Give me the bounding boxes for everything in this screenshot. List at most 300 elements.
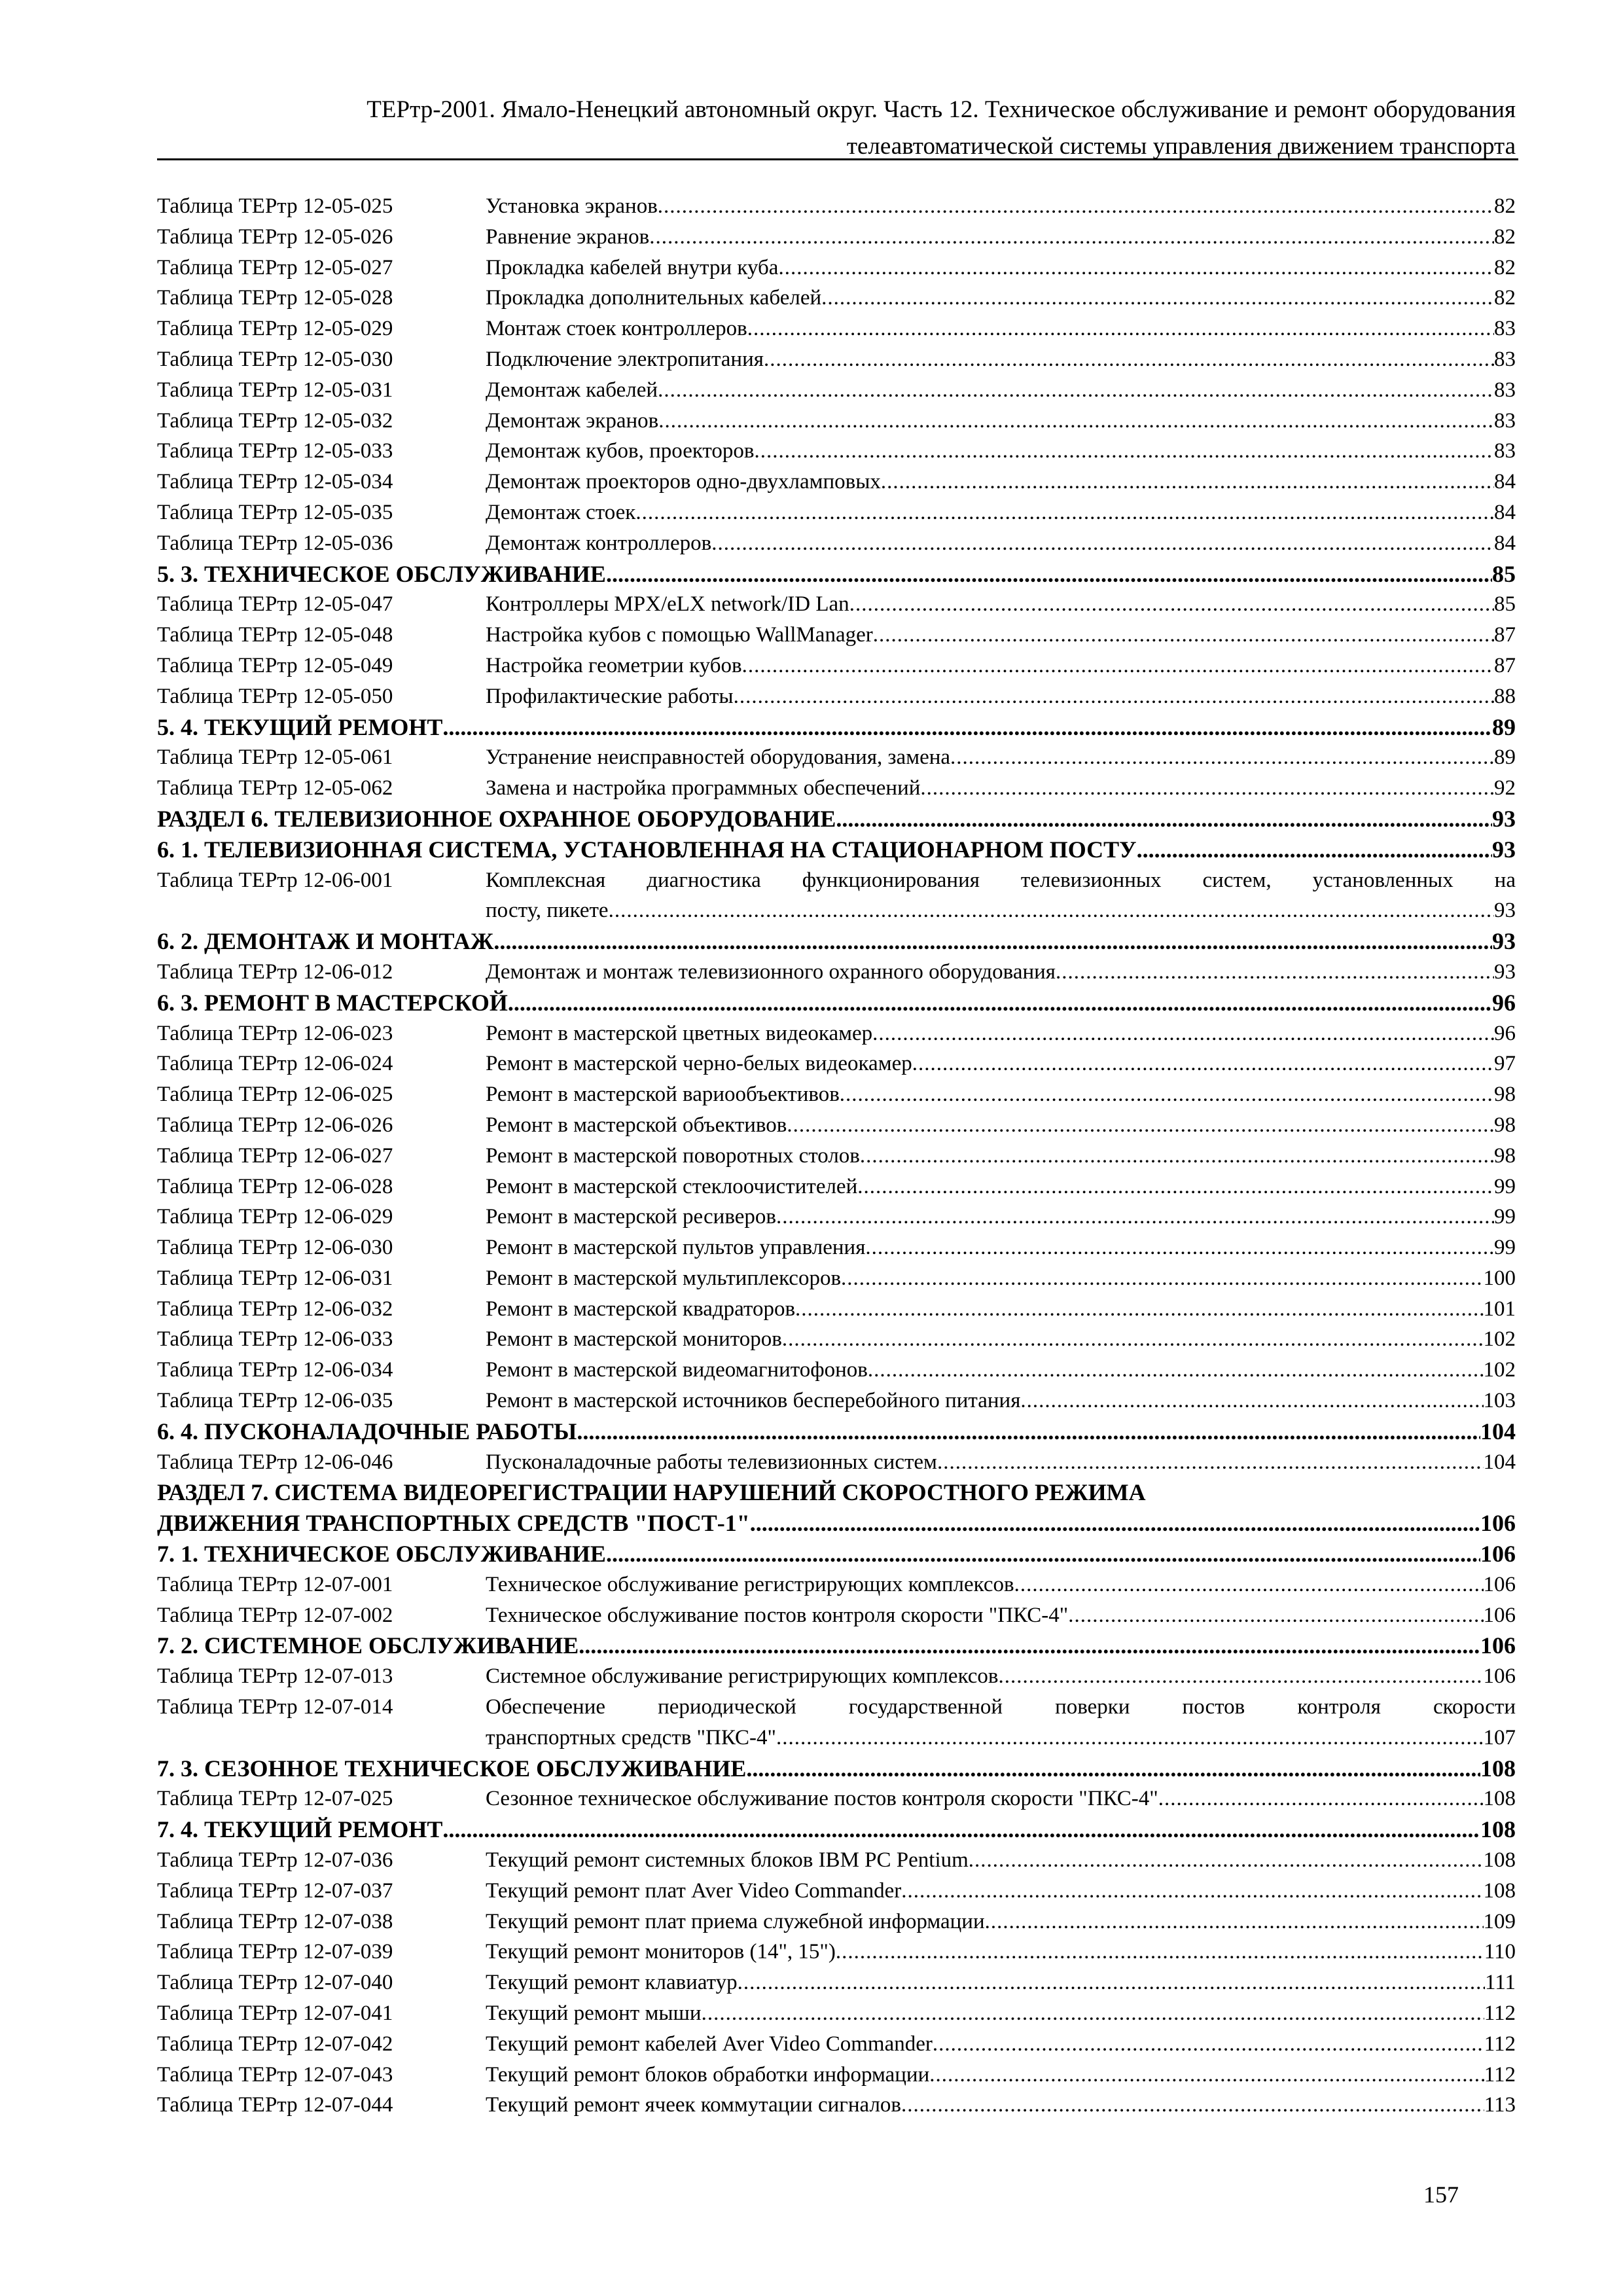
toc-entry-title: 6. 4. ПУСКОНАЛАДОЧНЫЕ РАБОТЫ xyxy=(157,1418,577,1444)
toc-entry[interactable] xyxy=(157,344,1516,375)
toc-entry-title: Текущий ремонт мыши xyxy=(486,2001,702,2026)
toc-section-heading[interactable] xyxy=(157,926,1516,957)
toc-page-number: 99 xyxy=(1494,1205,1516,1229)
toc-entry-title-cell xyxy=(486,865,1516,896)
dot-leader xyxy=(606,559,1492,590)
toc-entry-title: Техническое обслуживание постов контроля скорости "ПКС-4" xyxy=(486,1603,1069,1627)
dot-leader xyxy=(711,528,1494,559)
toc-entry-title: ДВИЖЕНИЯ ТРАНСПОРТНЫХ СРЕДСТВ "ПОСТ-1" xyxy=(157,1510,750,1537)
toc-page-number: 83 xyxy=(1494,408,1516,433)
toc-table-code: Таблица ТЕРтр 12-05-034 xyxy=(157,470,393,494)
dot-leader xyxy=(857,1172,1494,1202)
toc-table-code: Таблица ТЕРтр 12-07-014 xyxy=(157,1695,393,1719)
toc-entry-title-cell xyxy=(486,1723,1516,1753)
toc-page-number: 108 xyxy=(1483,1787,1516,1811)
toc-page-number: 89 xyxy=(1492,713,1516,740)
toc-entry[interactable] xyxy=(157,1141,1516,1172)
toc-entry-title: Ремонт в мастерской ресиверов xyxy=(486,1205,776,1229)
toc-entry[interactable] xyxy=(157,1294,1516,1325)
toc-entry[interactable] xyxy=(157,1172,1516,1202)
toc-entry-title-cell xyxy=(486,1324,1516,1355)
toc-page-number: 99 xyxy=(1494,1174,1516,1198)
toc-entry-title-cell xyxy=(486,1263,1516,1294)
toc-entry-title: Монтаж стоек контроллеров xyxy=(486,317,747,341)
running-header-line-1: ТЕРтр-2001. Ямало-Ненецкий автономный округ. Часть 12. Техническое обслуживание и ремонт оборудования xyxy=(366,96,1516,123)
toc-entry[interactable] xyxy=(157,1907,1516,1937)
toc-entry-title-cell xyxy=(486,1907,1516,1937)
dot-leader xyxy=(493,926,1492,957)
toc-entry-title-cell xyxy=(486,681,1516,712)
toc-entry-title: Контроллеры MPX/eLX network/ID Lan xyxy=(486,592,849,617)
dot-leader xyxy=(937,1447,1484,1478)
toc-page-number: 89 xyxy=(1494,745,1516,770)
toc-entry[interactable] xyxy=(157,1600,1516,1631)
toc-entry-continuation[interactable] xyxy=(157,895,1516,926)
toc-page-number: 85 xyxy=(1494,592,1516,617)
toc-entry-title-cell xyxy=(486,1600,1516,1631)
toc-page-number: 93 xyxy=(1492,805,1516,832)
dot-leader xyxy=(933,2029,1484,2060)
toc-entry-title: Ремонт в мастерской объективов xyxy=(486,1113,787,1137)
toc-entry[interactable] xyxy=(157,1263,1516,1294)
toc-table-code: Таблица ТЕРтр 12-07-044 xyxy=(157,2093,393,2117)
toc-entry-title-cell xyxy=(486,1172,1516,1202)
toc-table-code: Таблица ТЕРтр 12-07-040 xyxy=(157,1971,393,1995)
toc-page-number: 112 xyxy=(1484,2032,1516,2056)
toc-entry-title-cell xyxy=(486,222,1516,253)
toc-entry-title: 7. 2. СИСТЕМНОЕ ОБСЛУЖИВАНИЕ xyxy=(157,1632,579,1659)
dot-leader xyxy=(787,1110,1494,1141)
toc-section-heading[interactable] xyxy=(157,1814,1516,1845)
toc-entry-title-cell xyxy=(486,1294,1516,1325)
toc-page-number: 98 xyxy=(1494,1143,1516,1168)
toc-entry[interactable] xyxy=(157,467,1516,497)
toc-code-spacer xyxy=(157,895,486,926)
toc-entry[interactable] xyxy=(157,957,1516,988)
toc-entry-title-cell xyxy=(486,1141,1516,1172)
toc-entry-title: Ремонт в мастерской поворотных столов xyxy=(486,1143,860,1168)
toc-entry[interactable] xyxy=(157,1845,1516,1876)
toc-entry-title: Текущий ремонт ячеек коммутации сигналов xyxy=(486,2093,901,2117)
toc-section-heading[interactable] xyxy=(157,559,1516,590)
toc-table-code: Таблица ТЕРтр 12-06-032 xyxy=(157,1297,393,1321)
dot-leader xyxy=(734,681,1494,712)
toc-entry[interactable] xyxy=(157,1570,1516,1600)
toc-entry[interactable] xyxy=(157,2060,1516,2090)
toc-entry[interactable] xyxy=(157,497,1516,528)
toc-page-number: 83 xyxy=(1494,347,1516,371)
toc-entry-title-cell xyxy=(486,1355,1516,1386)
toc-entry-title: Прокладка кабелей внутри куба xyxy=(486,255,779,279)
toc-page-number: 106 xyxy=(1480,1632,1516,1659)
toc-table-code: Таблица ТЕРтр 12-06-034 xyxy=(157,1358,393,1382)
toc-table-code: Таблица ТЕРтр 12-05-029 xyxy=(157,317,393,341)
toc-entry-title: Равнение экранов xyxy=(486,224,650,249)
toc-page-number: 112 xyxy=(1484,2001,1516,2026)
toc-entry-title-cell xyxy=(486,467,1516,497)
toc-section-heading[interactable] xyxy=(157,1630,1516,1661)
toc-entry-title-cell xyxy=(486,651,1516,681)
toc-entry[interactable] xyxy=(157,2029,1516,2060)
toc-page-number: 88 xyxy=(1494,684,1516,708)
dot-leader xyxy=(836,804,1492,834)
toc-page-number: 106 xyxy=(1483,1603,1516,1627)
dot-leader xyxy=(969,1845,1484,1876)
toc-entry-title-cell xyxy=(486,1447,1516,1478)
toc-page-number: 108 xyxy=(1483,1878,1516,1903)
toc-table-code: Таблица ТЕРтр 12-06-033 xyxy=(157,1327,393,1352)
toc-entry-title-cell xyxy=(486,1570,1516,1600)
toc-entry[interactable] xyxy=(157,375,1516,406)
toc-page-number: 85 xyxy=(1492,560,1516,587)
toc-entry-title: транспортных средств "ПКС-4" xyxy=(486,1725,777,1749)
toc-entry-title: Демонтаж кубов, проекторов xyxy=(486,439,755,463)
toc-table-code: Таблица ТЕРтр 12-05-028 xyxy=(157,286,393,310)
toc-entry[interactable] xyxy=(157,1386,1516,1416)
toc-entry-title-cell xyxy=(486,497,1516,528)
toc-entry-title: Ремонт в мастерской вариообъективов xyxy=(486,1083,840,1107)
dot-leader xyxy=(860,1141,1494,1172)
dot-leader xyxy=(821,283,1494,314)
toc-entry[interactable] xyxy=(157,865,1516,896)
dot-leader xyxy=(985,1907,1484,1937)
toc-entry-title-cell xyxy=(486,2090,1516,2121)
toc-page-number: 82 xyxy=(1494,194,1516,218)
toc-section-heading-continuation[interactable] xyxy=(157,1508,1516,1539)
toc-entry-title: Демонтаж и монтаж телевизионного охранного оборудования xyxy=(486,960,1056,984)
toc-table-code: Таблица ТЕРтр 12-06-001 xyxy=(157,868,393,892)
toc-page-number: 112 xyxy=(1484,2062,1516,2087)
toc-entry-title: РАЗДЕЛ 6. ТЕЛЕВИЗИОННОЕ ОХРАННОЕ ОБОРУДОВАНИЕ xyxy=(157,805,836,832)
toc-table-code: Таблица ТЕРтр 12-06-028 xyxy=(157,1174,393,1198)
toc-table-code: Таблица ТЕРтр 12-07-038 xyxy=(157,1909,393,1933)
toc-page-number: 108 xyxy=(1483,1848,1516,1873)
toc-entry[interactable] xyxy=(157,191,1516,222)
toc-entry[interactable] xyxy=(157,620,1516,651)
toc-page-number: 87 xyxy=(1494,623,1516,647)
toc-entry-title-cell xyxy=(486,1386,1516,1416)
toc-page-number: 82 xyxy=(1494,286,1516,310)
dot-leader xyxy=(795,1294,1483,1325)
toc-entry-title-cell xyxy=(486,1998,1516,2029)
toc-table-code: Таблица ТЕРтр 12-05-032 xyxy=(157,408,393,433)
toc-page-number: 83 xyxy=(1494,317,1516,341)
toc-entry[interactable] xyxy=(157,1447,1516,1478)
toc-entry-title-cell xyxy=(157,1416,1516,1447)
toc-entry-title: Ремонт в мастерской черно-белых видеокамер xyxy=(486,1052,912,1076)
toc-table-code: Таблица ТЕРтр 12-07-036 xyxy=(157,1848,393,1873)
toc-entry[interactable] xyxy=(157,222,1516,253)
toc-page-number: 103 xyxy=(1483,1389,1516,1413)
toc-entry[interactable] xyxy=(157,1355,1516,1386)
toc-entry-continuation[interactable] xyxy=(157,1723,1516,1753)
toc-entry-title: Подключение электропитания xyxy=(486,347,764,371)
dot-leader xyxy=(912,1049,1494,1079)
toc-entry-title: Ремонт в мастерской мультиплексоров xyxy=(486,1266,842,1290)
toc-table-code: Таблица ТЕРтр 12-06-031 xyxy=(157,1266,393,1290)
toc-entry-title: Ремонт в мастерской цветных видеокамер xyxy=(486,1021,873,1045)
toc-entry[interactable] xyxy=(157,253,1516,283)
toc-entry-title-cell xyxy=(486,1110,1516,1141)
toc-page-number: 96 xyxy=(1494,1021,1516,1045)
toc-table-code: Таблица ТЕРтр 12-06-029 xyxy=(157,1205,393,1229)
toc-table-code: Таблица ТЕРтр 12-05-050 xyxy=(157,684,393,708)
toc-entry-title-cell xyxy=(486,1202,1516,1232)
table-of-contents xyxy=(157,191,1516,2121)
toc-table-code: Таблица ТЕРтр 12-05-026 xyxy=(157,224,393,249)
running-header xyxy=(157,92,1516,165)
toc-page-number: 82 xyxy=(1494,255,1516,279)
dot-leader xyxy=(702,1998,1484,2029)
dot-leader xyxy=(742,651,1494,681)
toc-entry-title-cell xyxy=(157,559,1516,590)
dot-leader xyxy=(1020,1386,1483,1416)
toc-entry-title-cell xyxy=(486,742,1516,773)
page-number: 157 xyxy=(1423,2181,1459,2208)
toc-table-code: Таблица ТЕРтр 12-05-035 xyxy=(157,500,393,524)
toc-entry-title: Сезонное техническое обслуживание постов контроля скорости "ПКС-4" xyxy=(486,1787,1158,1811)
toc-page-number: 109 xyxy=(1483,1909,1516,1933)
toc-entry-title-cell xyxy=(157,834,1516,865)
toc-table-code: Таблица ТЕРтр 12-05-031 xyxy=(157,378,393,402)
toc-entry-title: Профилактические работы xyxy=(486,684,734,708)
dot-leader xyxy=(442,712,1492,743)
toc-entry-title: Демонтаж кабелей xyxy=(486,378,658,402)
dot-leader xyxy=(836,1937,1484,1967)
toc-page-number: 93 xyxy=(1492,928,1516,955)
toc-entry-title-cell xyxy=(486,375,1516,406)
toc-entry[interactable] xyxy=(157,283,1516,314)
toc-table-code: Таблица ТЕРтр 12-06-023 xyxy=(157,1021,393,1045)
toc-entry[interactable] xyxy=(157,406,1516,437)
toc-page-number: 102 xyxy=(1483,1358,1516,1382)
toc-entry-title: Текущий ремонт плат приема служебной информации xyxy=(486,1909,985,1933)
toc-entry-title-cell xyxy=(486,620,1516,651)
toc-page-number: 106 xyxy=(1483,1572,1516,1596)
toc-entry-title-cell xyxy=(486,589,1516,620)
toc-entry-title-cell xyxy=(157,804,1516,834)
toc-entry-title: Текущий ремонт плат Aver Video Commander xyxy=(486,1878,902,1903)
dot-leader xyxy=(901,1876,1483,1907)
toc-entry-title: Текущий ремонт блоков обработки информации xyxy=(486,2062,930,2087)
toc-entry[interactable] xyxy=(157,1232,1516,1263)
toc-section-heading[interactable] xyxy=(157,1539,1516,1570)
toc-page-number: 87 xyxy=(1494,653,1516,677)
toc-table-code: Таблица ТЕРтр 12-05-048 xyxy=(157,623,393,647)
toc-entry-title-cell xyxy=(157,1753,1516,1784)
toc-entry-title-cell xyxy=(486,191,1516,222)
toc-entry[interactable] xyxy=(157,742,1516,773)
toc-entry-title-cell xyxy=(486,957,1516,988)
toc-entry[interactable] xyxy=(157,1967,1516,1998)
toc-entry[interactable] xyxy=(157,1202,1516,1232)
toc-entry-title: 5. 3. ТЕХНИЧЕСКОЕ ОБСЛУЖИВАНИЕ xyxy=(157,560,606,587)
toc-entry-title-cell xyxy=(157,712,1516,743)
dot-leader xyxy=(929,2060,1484,2090)
dot-leader xyxy=(747,314,1494,344)
toc-entry[interactable] xyxy=(157,1784,1516,1814)
toc-entry-title: Комплексная диагностика функционирования телевизионных систем, установленных на xyxy=(486,868,1516,892)
toc-entry-title: Прокладка дополнительных кабелей xyxy=(486,286,822,310)
toc-entry-title-cell xyxy=(486,436,1516,467)
toc-page-number: 83 xyxy=(1494,378,1516,402)
toc-table-code: Таблица ТЕРтр 12-07-013 xyxy=(157,1664,393,1689)
toc-entry-title-cell xyxy=(486,1967,1516,1998)
toc-table-code: Таблица ТЕРтр 12-05-047 xyxy=(157,592,393,617)
toc-entry[interactable] xyxy=(157,436,1516,467)
toc-entry-title: 5. 4. ТЕКУЩИЙ РЕМОНТ xyxy=(157,713,443,740)
toc-entry-title-cell xyxy=(486,1079,1516,1110)
toc-table-code: Таблица ТЕРтр 12-05-033 xyxy=(157,439,393,463)
dot-leader xyxy=(508,988,1492,1018)
toc-entry[interactable] xyxy=(157,1079,1516,1110)
toc-page-number: 93 xyxy=(1494,960,1516,984)
toc-entry[interactable] xyxy=(157,589,1516,620)
toc-table-code: Таблица ТЕРтр 12-05-049 xyxy=(157,653,393,677)
toc-entry[interactable] xyxy=(157,651,1516,681)
toc-section-heading[interactable] xyxy=(157,1753,1516,1784)
toc-page-number: 104 xyxy=(1483,1450,1516,1474)
toc-page-number: 111 xyxy=(1484,1971,1516,1995)
dot-leader xyxy=(746,1753,1480,1784)
toc-entry-title: Пусконаладочные работы телевизионных систем xyxy=(486,1450,937,1474)
toc-entry-title: Текущий ремонт кабелей Aver Video Commander xyxy=(486,2032,933,2056)
toc-entry-title-cell xyxy=(486,2060,1516,2090)
toc-entry-title: 7. 3. СЕЗОННОЕ ТЕХНИЧЕСКОЕ ОБСЛУЖИВАНИЕ xyxy=(157,1755,747,1782)
toc-entry[interactable] xyxy=(157,314,1516,344)
toc-table-code: Таблица ТЕРтр 12-05-030 xyxy=(157,347,393,371)
toc-entry-title-cell xyxy=(486,344,1516,375)
toc-entry[interactable] xyxy=(157,1876,1516,1907)
toc-entry-title: Текущий ремонт мониторов (14", 15") xyxy=(486,1940,836,1964)
toc-entry[interactable] xyxy=(157,1324,1516,1355)
toc-section-heading[interactable] xyxy=(157,804,1516,834)
toc-entry-title: Текущий ремонт клавиатур xyxy=(486,1971,738,1995)
dot-leader xyxy=(1068,1600,1483,1631)
toc-entry-title: Настройка геометрии кубов xyxy=(486,653,742,677)
toc-entry-title-cell xyxy=(486,314,1516,344)
dot-leader xyxy=(606,1539,1480,1570)
dot-leader xyxy=(865,1232,1494,1263)
toc-page-number: 110 xyxy=(1484,1940,1516,1964)
toc-page-number: 82 xyxy=(1494,224,1516,249)
toc-entry-title-cell xyxy=(486,773,1516,804)
toc-section-heading[interactable] xyxy=(157,988,1516,1018)
toc-entry-title-cell xyxy=(486,1049,1516,1079)
toc-entry-title: Демонтаж контроллеров xyxy=(486,531,712,555)
toc-entry-title: Демонтаж проекторов одно-двухламповых xyxy=(486,470,881,494)
toc-entry-title-cell xyxy=(157,926,1516,957)
toc-table-code: Таблица ТЕРтр 12-07-002 xyxy=(157,1603,393,1627)
toc-section-heading[interactable] xyxy=(157,712,1516,743)
toc-entry-title: 7. 4. ТЕКУЩИЙ РЕМОНТ xyxy=(157,1816,443,1843)
toc-section-heading[interactable] xyxy=(157,1416,1516,1447)
toc-table-code: Таблица ТЕРтр 12-07-042 xyxy=(157,2032,393,2056)
toc-table-code: Таблица ТЕРтр 12-05-061 xyxy=(157,745,393,770)
toc-entry-title-cell xyxy=(486,1937,1516,1967)
toc-entry[interactable] xyxy=(157,1661,1516,1692)
toc-table-code: Таблица ТЕРтр 12-07-025 xyxy=(157,1787,393,1811)
toc-page-number: 106 xyxy=(1480,1510,1516,1537)
toc-entry-title-cell xyxy=(486,528,1516,559)
toc-page-number: 98 xyxy=(1494,1113,1516,1137)
toc-table-code: Таблица ТЕРтр 12-07-037 xyxy=(157,1878,393,1903)
toc-page-number: 108 xyxy=(1480,1816,1516,1843)
toc-section-heading[interactable] xyxy=(157,1477,1516,1508)
toc-entry-title: Ремонт в мастерской мониторов xyxy=(486,1327,782,1352)
toc-entry-title: Ремонт в мастерской пультов управления xyxy=(486,1236,866,1260)
toc-section-heading[interactable] xyxy=(157,834,1516,865)
toc-entry-title-cell xyxy=(486,1232,1516,1263)
dot-leader xyxy=(1158,1784,1484,1814)
toc-page-number: 93 xyxy=(1494,899,1516,923)
dot-leader xyxy=(881,467,1494,497)
dot-leader xyxy=(750,1508,1480,1539)
toc-entry[interactable] xyxy=(157,1692,1516,1723)
toc-entry-title-cell xyxy=(486,1661,1516,1692)
toc-entry-title-cell xyxy=(486,1845,1516,1876)
toc-entry[interactable] xyxy=(157,1937,1516,1967)
toc-entry[interactable] xyxy=(157,2090,1516,2121)
dot-leader xyxy=(658,191,1494,222)
toc-entry-title-cell xyxy=(486,2029,1516,2060)
toc-entry[interactable] xyxy=(157,1018,1516,1049)
toc-page-number: 92 xyxy=(1494,776,1516,800)
toc-table-code: Таблица ТЕРтр 12-07-041 xyxy=(157,2001,393,2026)
toc-table-code: Таблица ТЕРтр 12-06-024 xyxy=(157,1052,393,1076)
toc-entry-title: Текущий ремонт системных блоков IBM PC Pentium xyxy=(486,1848,969,1873)
toc-entry[interactable] xyxy=(157,528,1516,559)
toc-entry-title: Системное обслуживание регистрирующих комплексов xyxy=(486,1664,999,1689)
toc-entry-title-cell xyxy=(486,895,1516,926)
dot-leader xyxy=(1014,1570,1484,1600)
toc-entry[interactable] xyxy=(157,1110,1516,1141)
dot-leader xyxy=(901,2090,1484,2121)
toc-entry[interactable] xyxy=(157,1049,1516,1079)
dot-leader xyxy=(442,1814,1480,1845)
toc-entry-title-cell xyxy=(486,406,1516,437)
toc-entry-title: 6. 3. РЕМОНТ В МАСТЕРСКОЙ xyxy=(157,989,508,1016)
dot-leader xyxy=(868,1355,1484,1386)
toc-entry[interactable] xyxy=(157,1998,1516,2029)
toc-entry-title: 7. 1. ТЕХНИЧЕСКОЕ ОБСЛУЖИВАНИЕ xyxy=(157,1541,606,1568)
dot-leader xyxy=(920,773,1494,804)
toc-code-spacer xyxy=(157,1723,486,1753)
toc-entry[interactable] xyxy=(157,681,1516,712)
toc-entry[interactable] xyxy=(157,773,1516,804)
toc-page-number: 84 xyxy=(1494,531,1516,555)
dot-leader xyxy=(950,742,1494,773)
toc-page-number: 98 xyxy=(1494,1083,1516,1107)
toc-table-code: Таблица ТЕРтр 12-07-043 xyxy=(157,2062,393,2087)
toc-page-number: 102 xyxy=(1483,1327,1516,1352)
toc-entry-title: Устранение неисправностей оборудования, замена xyxy=(486,745,951,770)
toc-table-code: Таблица ТЕРтр 12-05-036 xyxy=(157,531,393,555)
toc-entry-title-cell xyxy=(157,1539,1516,1570)
toc-page-number: 93 xyxy=(1492,836,1516,863)
toc-page-number: 96 xyxy=(1492,989,1516,1016)
toc-entry-title: Техническое обслуживание регистрирующих комплексов xyxy=(486,1572,1014,1596)
dot-leader xyxy=(764,344,1494,375)
toc-page-number: 97 xyxy=(1494,1052,1516,1076)
toc-table-code: Таблица ТЕРтр 12-06-012 xyxy=(157,960,393,984)
toc-entry-title-cell xyxy=(486,1784,1516,1814)
dot-leader xyxy=(658,375,1494,406)
toc-entry-title-cell xyxy=(157,1814,1516,1845)
dot-leader xyxy=(755,436,1494,467)
dot-leader xyxy=(649,222,1494,253)
toc-entry-title: Замена и настройка программных обеспечений xyxy=(486,776,921,800)
